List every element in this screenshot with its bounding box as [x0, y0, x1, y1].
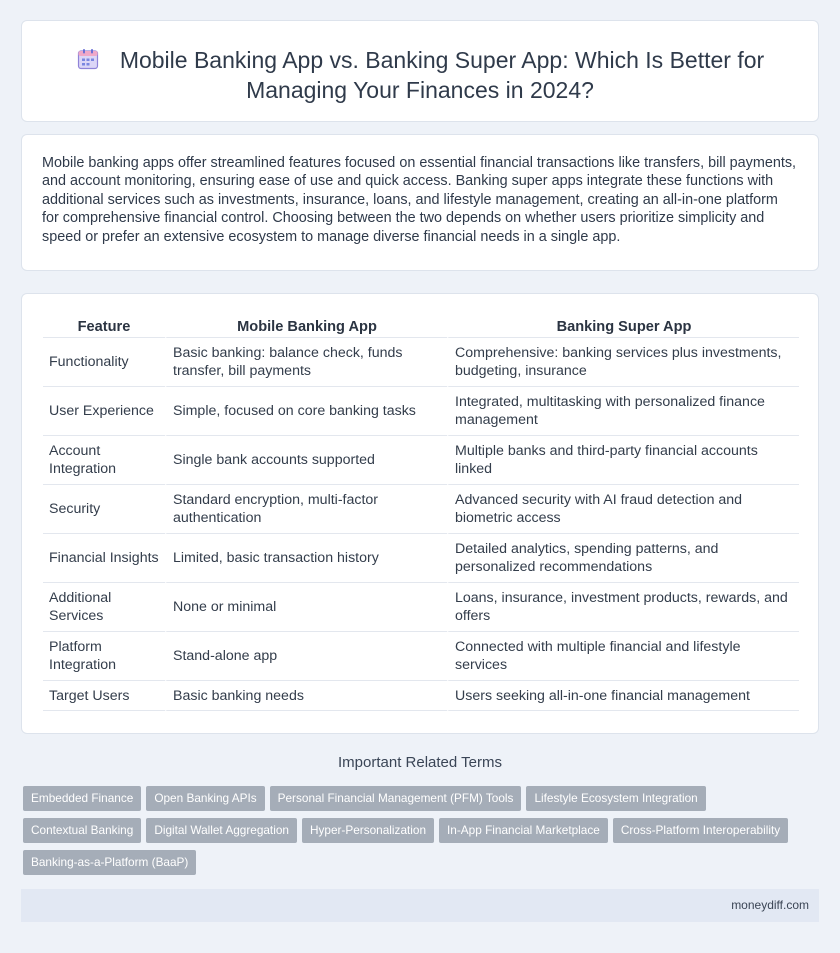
mobile-app-cell: None or minimal: [165, 583, 447, 632]
comparison-table: [43, 317, 799, 711]
feature-cell: User Experience: [43, 387, 165, 436]
super-app-cell: Advanced security with AI fraud detection and biometric access: [447, 485, 799, 534]
table-row: [43, 632, 799, 681]
header-feature: Feature: [43, 317, 165, 338]
page-title: Mobile Banking App vs. Banking Super App: Which Is Better for Managing Your Finances in 2024?: [119, 47, 765, 103]
mobile-app-cell: Limited, basic transaction history: [165, 534, 447, 583]
feature-cell: Additional Services: [43, 583, 165, 632]
mobile-app-cell: Single bank accounts supported: [165, 436, 447, 485]
footer-site-link[interactable]: moneydiff.com: [731, 898, 809, 912]
super-app-cell: Users seeking all-in-one financial management: [447, 681, 799, 711]
related-term-tag[interactable]: Digital Wallet Aggregation: [146, 818, 297, 843]
related-terms-list: [23, 786, 823, 882]
super-app-cell: Multiple banks and third-party financial accounts linked: [447, 436, 799, 485]
related-term-tag[interactable]: Lifestyle Ecosystem Integration: [526, 786, 705, 811]
table-row: [43, 583, 799, 632]
related-term-tag[interactable]: Personal Financial Management (PFM) Tools: [270, 786, 522, 811]
feature-cell: Security: [43, 485, 165, 534]
intro-card: [21, 134, 819, 271]
table-row: [43, 338, 799, 387]
related-term-tag[interactable]: Embedded Finance: [23, 786, 141, 811]
table-row: [43, 485, 799, 534]
related-term-tag[interactable]: In-App Financial Marketplace: [439, 818, 608, 843]
related-terms-heading: Important Related Terms: [338, 754, 502, 771]
header-mobile-banking-app: Mobile Banking App: [165, 317, 447, 338]
feature-cell: Platform Integration: [43, 632, 165, 681]
super-app-cell: Connected with multiple financial and lifestyle services: [447, 632, 799, 681]
mobile-app-cell: Stand-alone app: [165, 632, 447, 681]
intro-paragraph: Mobile banking apps offer streamlined features focused on essential financial transactions like transfers, bill payments, and account monitoring, ensuring ease of use and quick access. Banking super apps integrate these functions with additional services such as investments, insurance, loans, and lifestyle management, creating an all-in-one platform for comprehensive financial control. Choosing between the two depends on whether users prioritize simplicity and speed or prefer an extensive ecosystem to manage diverse financial needs in a single app.: [42, 155, 797, 245]
comparison-card: [21, 293, 819, 734]
super-app-cell: Loans, insurance, investment products, rewards, and offers: [447, 583, 799, 632]
related-term-tag[interactable]: Contextual Banking: [23, 818, 141, 843]
page-title-wrap: [22, 45, 818, 105]
table-row: [43, 534, 799, 583]
feature-cell: Target Users: [43, 681, 165, 711]
super-app-cell: Integrated, multitasking with personalized finance management: [447, 387, 799, 436]
super-app-cell: Detailed analytics, spending patterns, and personalized recommendations: [447, 534, 799, 583]
mobile-app-cell: Simple, focused on core banking tasks: [165, 387, 447, 436]
mobile-app-cell: Basic banking needs: [165, 681, 447, 711]
related-term-tag[interactable]: Open Banking APIs: [146, 786, 264, 811]
feature-cell: Functionality: [43, 338, 165, 387]
related-term-tag[interactable]: Banking-as-a-Platform (BaaP): [23, 850, 196, 875]
mobile-app-cell: Standard encryption, multi-factor authentication: [165, 485, 447, 534]
related-term-tag[interactable]: Hyper-Personalization: [302, 818, 434, 843]
related-term-tag[interactable]: Cross-Platform Interoperability: [613, 818, 788, 843]
table-row: [43, 436, 799, 485]
table-header-row: [43, 317, 799, 338]
table-row: [43, 681, 799, 711]
footer: [21, 889, 819, 922]
super-app-cell: Comprehensive: banking services plus investments, budgeting, insurance: [447, 338, 799, 387]
table-row: [43, 387, 799, 436]
title-card: [21, 20, 819, 122]
feature-cell: Financial Insights: [43, 534, 165, 583]
feature-cell: Account Integration: [43, 436, 165, 485]
mobile-app-cell: Basic banking: balance check, funds transfer, bill payments: [165, 338, 447, 387]
calendar-icon: [76, 47, 100, 71]
header-banking-super-app: Banking Super App: [447, 317, 799, 338]
